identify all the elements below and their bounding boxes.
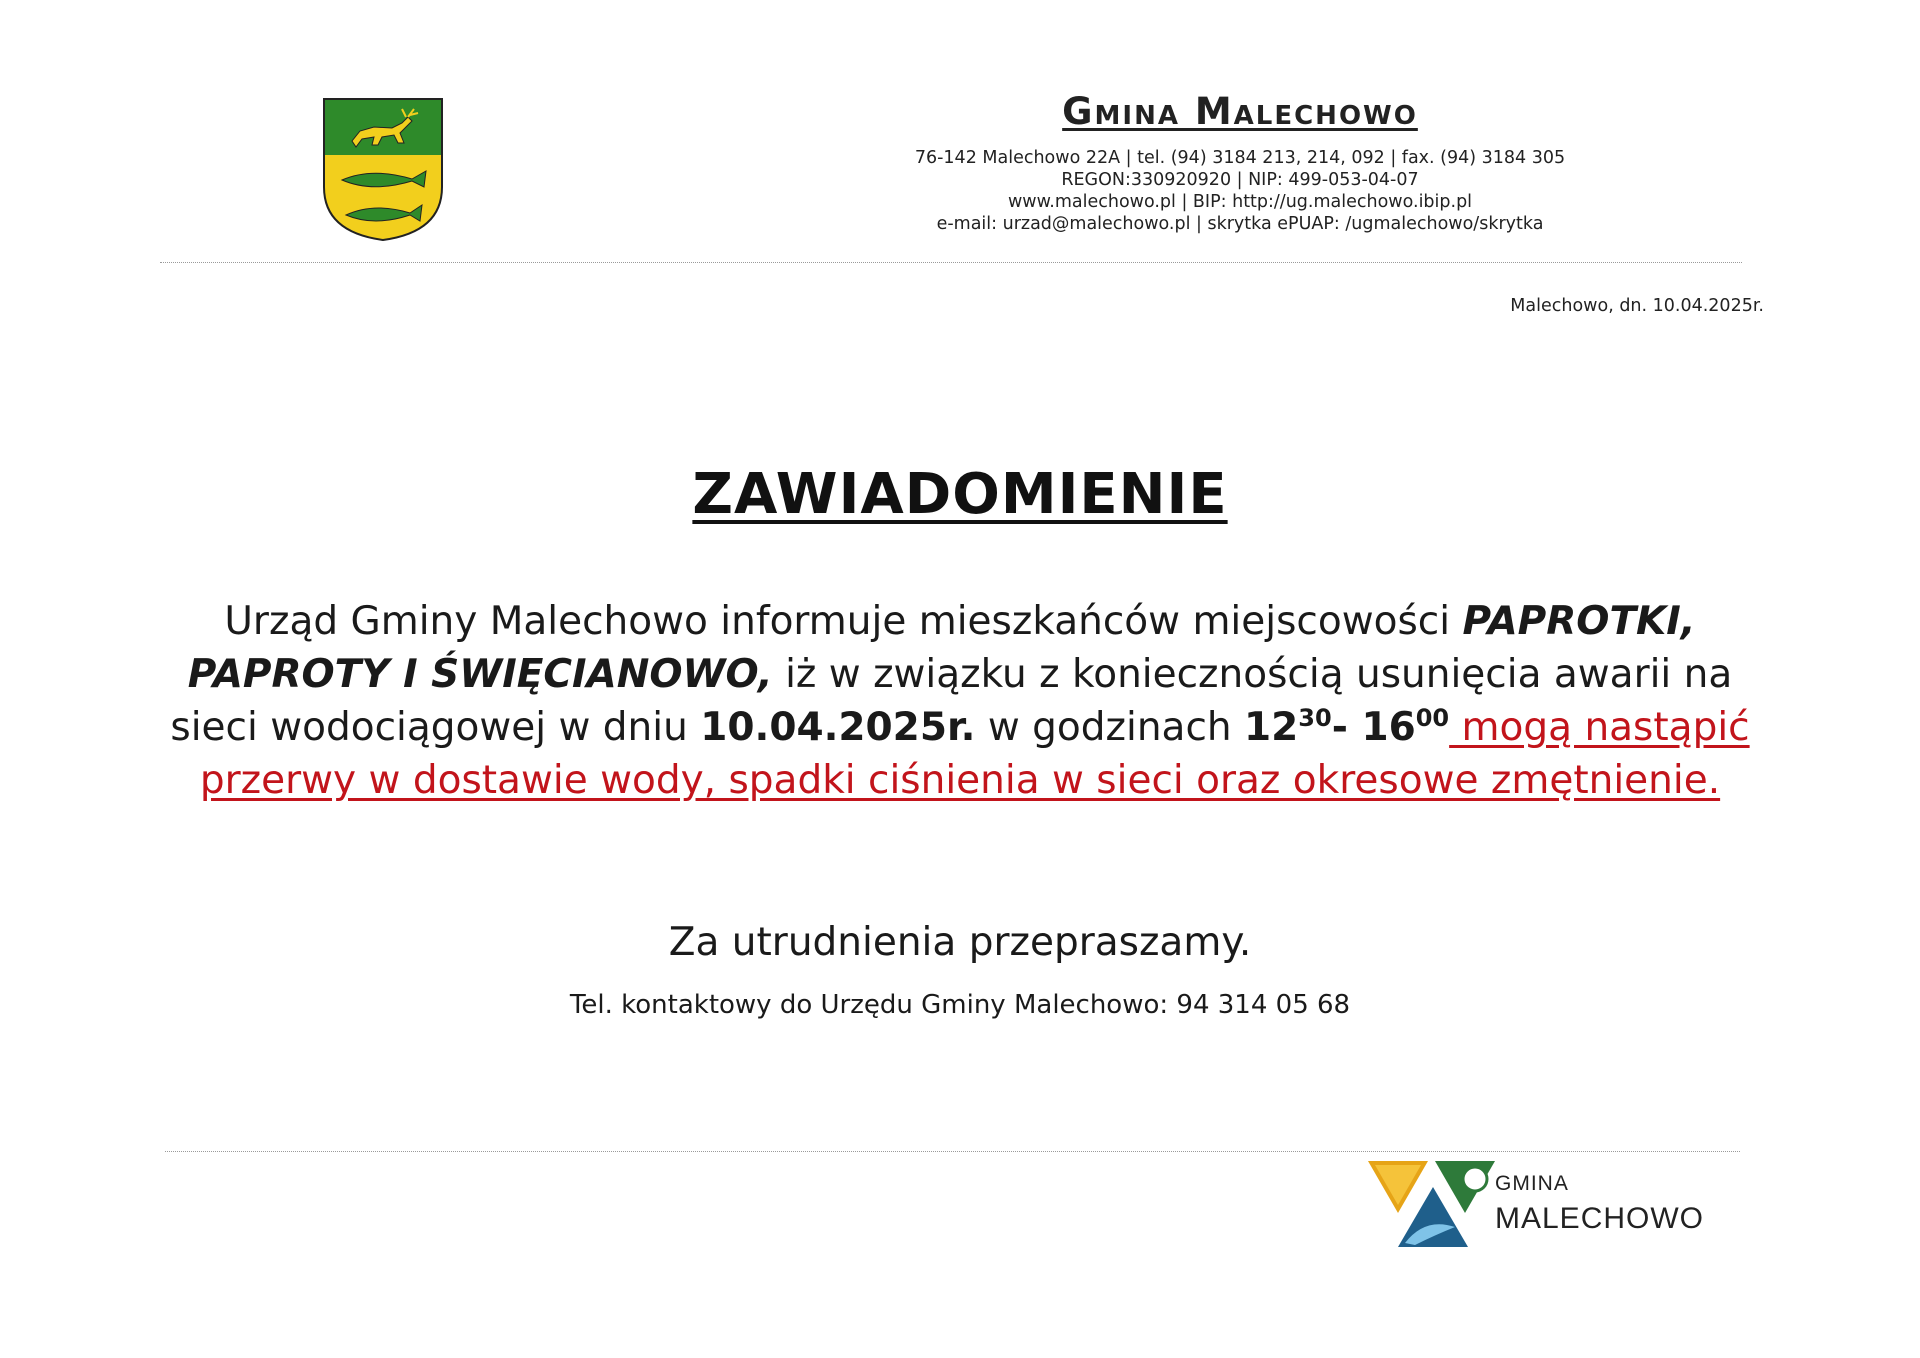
body-date: 10.04.2025r. bbox=[700, 705, 976, 750]
coat-of-arms-icon bbox=[322, 97, 444, 242]
hour-end: 16 bbox=[1361, 705, 1416, 750]
address-line-2: REGON:330920920 | NIP: 499-053-04-07 bbox=[1061, 170, 1419, 190]
footer-logo-text bbox=[1495, 1172, 1704, 1236]
logo-line-1: GMINA bbox=[1495, 1172, 1569, 1195]
minutes-start: 30 bbox=[1298, 704, 1332, 732]
page-title: ZAWIADOMIENIE bbox=[692, 462, 1228, 527]
contact-phone: Tel. kontaktowy do Urzędu Gminy Malechowo: 94 314 05 68 bbox=[569, 990, 1351, 1020]
minutes-end: 00 bbox=[1415, 704, 1450, 732]
hour-dash: - bbox=[1331, 705, 1362, 750]
apology-text: Za utrudnienia przepraszamy. bbox=[668, 920, 1252, 965]
date-line: Malechowo, dn. 10.04.2025r. bbox=[1510, 296, 1764, 316]
org-name: Gmina Malechowo bbox=[1062, 90, 1418, 133]
body-warning: mogą nastąpić przerwy w dostawie wody, spadki ciśnienia w sieci oraz okresowe zmętnienie. bbox=[199, 705, 1750, 803]
letterhead bbox=[740, 90, 1740, 235]
body-places: PAPROTKI, PAPROTY I ŚWIĘCIANOWO, bbox=[187, 599, 1696, 697]
footer-divider bbox=[165, 1151, 1740, 1152]
body-text-3: w godzinach bbox=[975, 705, 1244, 750]
body-text-2: iż w związku z koniecznością usunięcia awarii na sieci wodociągowej w dniu bbox=[170, 652, 1733, 750]
notice-body bbox=[160, 595, 1760, 807]
header-divider bbox=[160, 262, 1742, 263]
address-line-3: www.malechowo.pl | BIP: http://ug.malechowo.ibip.pl bbox=[1007, 192, 1473, 212]
logo-line-2: MALECHOWO bbox=[1495, 1202, 1705, 1235]
hour-start: 12 bbox=[1244, 705, 1299, 750]
address-line-4: e-mail: urzad@malechowo.pl | skrytka ePUAP: /ugmalechowo/skrytka bbox=[936, 214, 1544, 234]
address-line-1: 76-142 Malechowo 22A | tel. (94) 3184 213, 214, 092 | fax. (94) 3184 305 bbox=[914, 148, 1566, 168]
body-intro: Urząd Gminy Malechowo informuje mieszkańców miejscowości bbox=[224, 599, 1463, 644]
